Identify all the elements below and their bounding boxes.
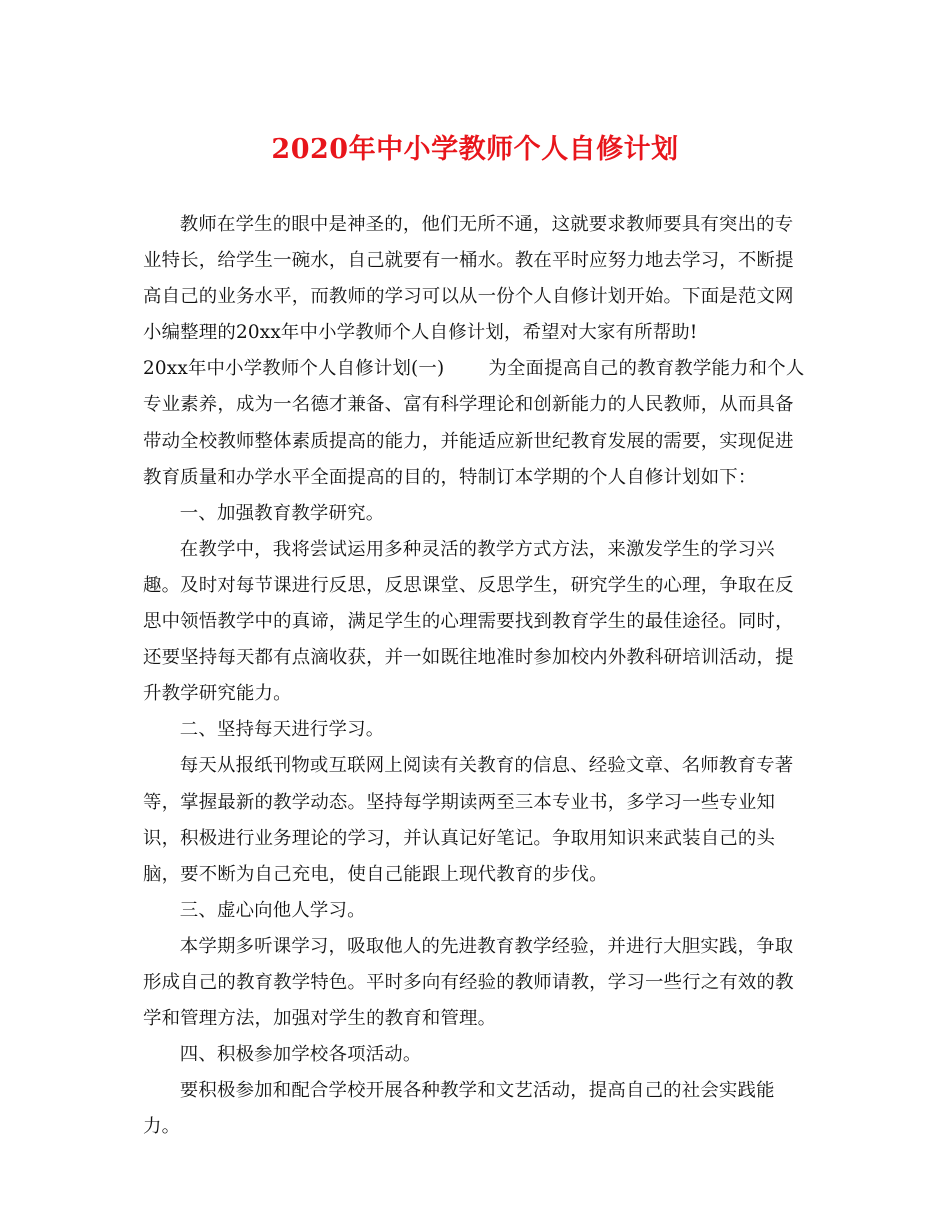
section-intro-paragraph: [143, 351, 808, 495]
document-title: 2020年中小学教师个人自修计划: [271, 134, 679, 165]
heading-3: 三、虚心向他人学习。: [179, 899, 366, 921]
section-intro: 为全面提高自己的教育教学能力和个人专业素养，成为一名德才兼备、富有科学理论和创新能力的人民教师，从而具备带动全校教师整体素质提高的能力，并能适应新世纪教育发展的需要，实现促进教育质量和办学水平全面提高的目的，特制订本学期的个人自修计划如下：: [143, 358, 805, 488]
paragraph-2: 每天从报纸刊物或互联网上阅读有关教育的信息、经验文章、名师教育专著等，掌握最新的教学动态。坚持每学期读两至三本专业书，多学习一些专业知识，积极进行业务理论的学习，并认真记好笔记。争取用知识来武装自己的头脑，要不断为自己充电，使自己能跟上现代教育的步伐。: [143, 755, 794, 885]
document-body: [143, 207, 808, 1145]
paragraph-1: 在教学中，我将尝试运用多种灵活的教学方式方法，来激发学生的学习兴趣。及时对每节课进行反思，反思课堂、反思学生，研究学生的心理，争取在反思中领悟教学中的真谛，满足学生的心理需要找到教育学生的最佳途径。同时，还要坚持每天都有点滴收获，并一如既往地准时参加校内外教科研培训活动，提升教学研究能力。: [143, 538, 794, 705]
section-title: 20xx年中小学教师个人自修计划(一): [143, 358, 445, 380]
paragraph-4: 要积极参加和配合学校开展各种教学和文艺活动，提高自己的社会实践能力。: [143, 1080, 775, 1138]
heading-1: 一、加强教育教学研究。: [179, 502, 385, 524]
heading-4: 四、积极参加学校各项活动。: [179, 1044, 422, 1066]
paragraph-3: 本学期多听课学习，吸取他人的先进教育教学经验，并进行大胆实践，争取形成自己的教育教学特色。平时多向有经验的教师请教，学习一些行之有效的教学和管理方法，加强对学生的教育和管理。: [143, 935, 794, 1030]
heading-2: 二、坚持每天进行学习。: [179, 719, 385, 741]
intro-paragraph: 教师在学生的眼中是神圣的，他们无所不通，这就要求教师要具有突出的专业特长，给学生一碗水，自己就要有一桶水。教在平时应努力地去学习，不断提高自己的业务水平，而教师的学习可以从一份个人自修计划开始。下面是范文网小编整理的20xx年中小学教师个人自修计划，希望对大家有所帮助!: [143, 214, 794, 344]
